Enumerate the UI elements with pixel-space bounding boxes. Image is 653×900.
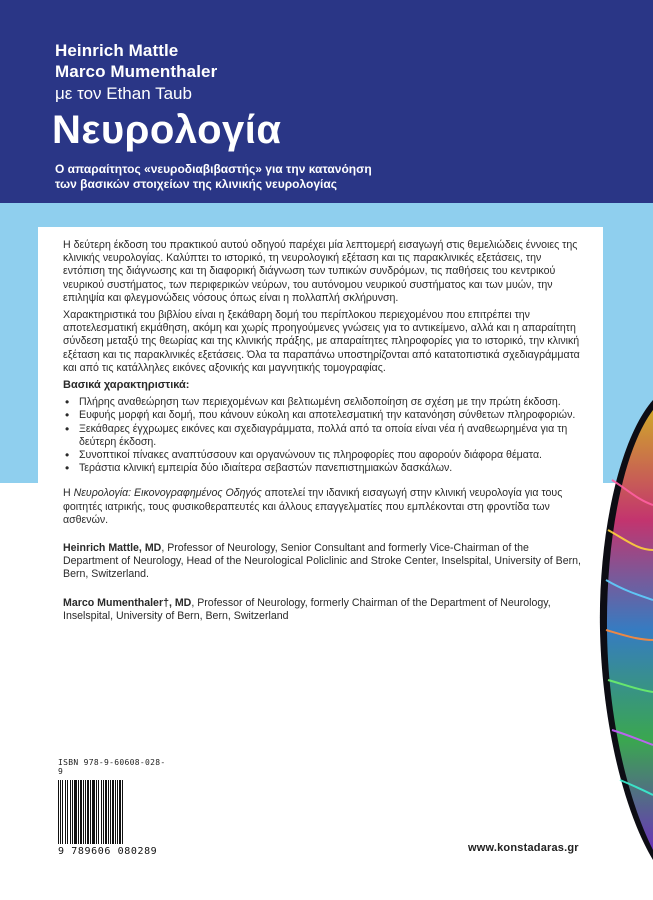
author-name-1: Heinrich Mattle — [55, 41, 179, 60]
author-name-2: Marco Mumenthaler — [55, 62, 218, 81]
list-item: • Ευφυής μορφή και δομή, που κάνουν εύκολη και αποτελεσματική την κατανόηση σύνθετων πληροφοριών. — [63, 409, 583, 422]
isbn-label: ISBN 978-9-60608-028-9 — [58, 758, 166, 776]
closing-prefix: Η — [63, 487, 74, 500]
bio-2-name: Marco Mumenthaler†, MD — [63, 596, 192, 609]
closing-text: αποτελεί την ιδανική εισαγωγή στην κλινική νευρολογία για τους φοιτητές ιατρικής, τους φυσικοθεραπευτές και άλλους επαγγελματίες που εμπλέκονται στη φροντίδα των ασθενών. — [63, 487, 563, 526]
features-list — [63, 396, 583, 475]
bio-1-name: Heinrich Mattle, MD — [63, 542, 162, 555]
barcode-bars — [58, 780, 168, 844]
bio-1-text: , Professor of Neurology, Senior Consultant and formerly Vice-Chairman of the Department of Neurology, Head of the Neurological Policlinic and Stroke Center, Inselspital, University of Bern, Bern, Switzerland. — [63, 542, 581, 581]
author-bio-1 — [63, 542, 583, 582]
closing-paragraph — [63, 487, 583, 527]
book-subtitle — [55, 162, 415, 192]
closing-book-title: Νευρολογία: Εικονογραφημένος Οδηγός — [73, 487, 262, 500]
isbn-barcode — [58, 758, 168, 858]
back-cover-text — [63, 239, 583, 627]
subtitle-line-2: των βασικών στοιχείων της κλινικής νευρολογίας — [55, 177, 337, 191]
list-item: • Συνοπτικοί πίνακες αναπτύσσουν και οργανώνουν τις πληροφορίες που αφορούν διάφορα θέματα. — [63, 449, 583, 462]
list-item: • Πλήρης αναθεώρηση των περιεχομένων και βελτιωμένη σελιδοποίηση σε σχέση με την πρώτη έκδοση. — [63, 396, 583, 409]
list-item: • Τεράστια κλινική εμπειρία δύο ιδιαίτερα σεβαστών πανεπιστημιακών δασκάλων. — [63, 462, 583, 475]
book-title: Νευρολογία — [52, 108, 282, 152]
brain-tractography-image — [598, 400, 653, 860]
intro-paragraph: Η δεύτερη έκδοση του πρακτικού αυτού οδηγού παρέχει μία λεπτομερή εισαγωγή στις θεμελιώδεις έννοιες της κλινικής νευρολογίας. Καλύπτει το ιστορικό, τη νευρολογική εξέταση και τις παρακλινικές εξετάσεις, την εντόπιση της διάγνωσης και τη διαφορική διάγνωση των τυπικών συνδρόμων, τις παθήσεις του κεντρικού νευρικού συστήματος, των περιφερικών νεύρων, του αυτόνομου νευρικού συστήματος και των μυών, την επιληψία και φλεγμονώδεις νόσους όπως είναι η πολλαπλή σκλήρυνση. — [63, 239, 578, 304]
barcode-number: 9 789606 080289 — [58, 846, 158, 857]
co-author-line: με τον Ethan Taub — [55, 84, 192, 103]
subtitle-line-1: Ο απαραίτητος «νευροδιαβιβαστής» για την κατανόηση — [55, 162, 372, 176]
list-item: • Ξεκάθαρες έγχρωμες εικόνες και σχεδιαγράμματα, πολλά από τα οποία είναι νέα ή αναθεωρημένα για τη δεύτερη έκδοση. — [63, 423, 583, 449]
barcode-bar — [123, 780, 124, 844]
author-bio-2 — [63, 597, 583, 623]
features-paragraph: Χαρακτηριστικά του βιβλίου είναι η ξεκάθαρη δομή του περίπλοκου περιεχομένου που επιτρέπει την αποτελεσματική εκμάθηση, ακόμη και χωρίς προηγούμενες γνώσεις για το αντικείμενο, αλλά και η απαραίτητη σύνδεση μεταξύ της θεωρίας και της κλινικής πράξης, με απαραίτητες πληροφορίες για το ιστορικό, την κλινική εξέταση και τις παρακλινικές εξετάσεις. Όλα τα παραπάνω υποστηρίζονται από κατατοπιστικά σχεδιαγράμματα και από τις κατάλληλες εικόνες αξονικής και μαγνητικής τομογραφίας. — [63, 309, 580, 374]
bio-2-text: , Professor of Neurology, formerly Chairman of the Department of Neurology, Inselspital, University of Bern, Bern, Switzerland — [63, 596, 551, 622]
publisher-website: www.konstadaras.gr — [468, 842, 579, 854]
features-heading: Βασικά χαρακτηριστικά: — [63, 379, 190, 392]
